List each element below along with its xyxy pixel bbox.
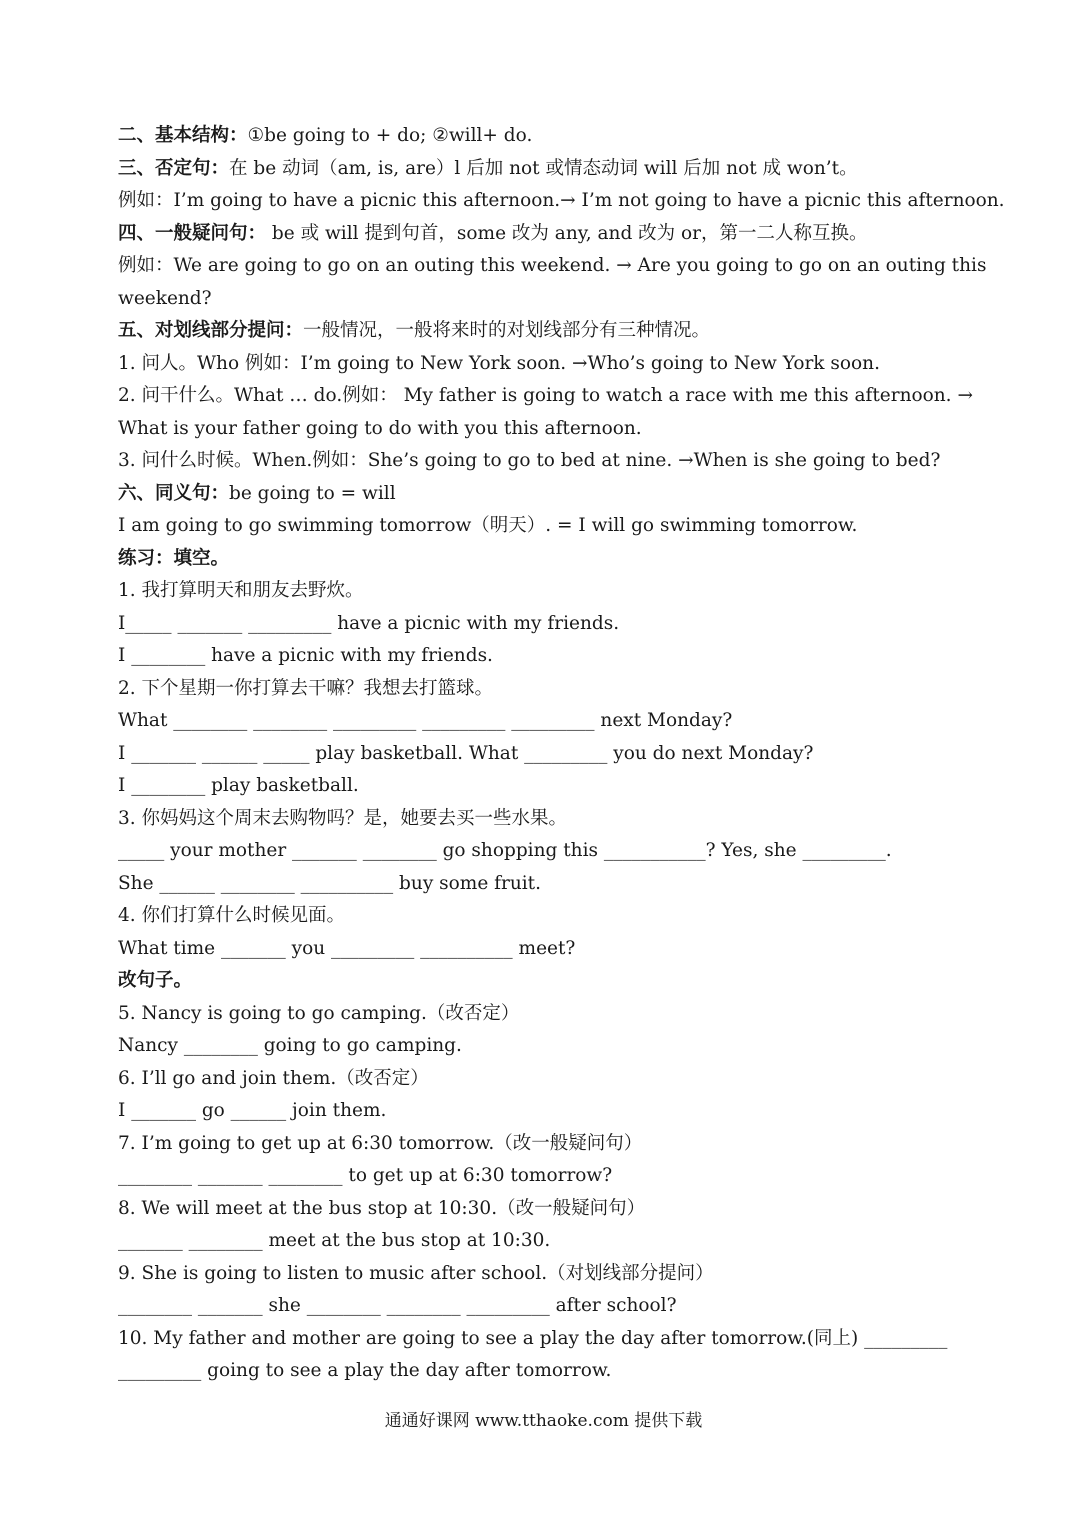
line-text: 2. 下个星期一你打算去干嘛？我想去打篮球。 [118,677,494,699]
line-text: 3. 问什么时候。When.例如：She’s going to go to bed at nine. →When is she going to bed? [118,450,941,471]
line-text: I ________ play basketball. [118,775,359,796]
line-text: She ______ ________ __________ buy some fruit. [118,872,541,894]
text-line [118,1290,978,1323]
line-text: weekend? [118,287,212,309]
section-heading: 六、同义句： [118,482,230,504]
text-line [118,998,978,1031]
line-text: 5. Nancy is going to go camping.（改否定） [118,1002,520,1024]
text-line [118,640,978,673]
line-text: 例如：We are going to go on an outing this weekend. → Are you going to go on an outing this [118,255,987,276]
line-text: _____ your mother _______ ________ go shopping this ___________? Yes, she _________. [118,840,892,861]
line-text: What time _______ you _________ __________ meet? [118,937,576,959]
text-line [118,868,978,901]
text-line [118,1030,978,1063]
line-text: I ________ have a picnic with my friends. [118,645,493,666]
line-text: What is your father going to do with you this afternoon. [118,417,642,439]
text-line [118,445,978,478]
text-line [118,1225,978,1258]
line-text: ________ _______ ________ to get up at 6:30 tomorrow? [118,1165,613,1186]
text-line [118,1323,978,1356]
line-text: I _______ go ______ join them. [118,1100,387,1121]
line-text: I_____ _______ _________ have a picnic with my friends. [118,612,620,634]
section-heading: 二、基本结构： [118,125,248,146]
line-text: 在 be 动词（am, is, are）l 后加 not 或情态动词 will 后加 not 成 won’t。 [229,157,858,179]
line-text: _________ going to see a play the day after tomorrow. [118,1360,612,1381]
text-line [118,900,978,933]
text-line [118,1258,978,1291]
line-text: 一般情况，一般将来时的对划线部分有三种情况。 [303,320,711,341]
line-text: 2. 问干什么。What … do.例如： My father is going to watch a race with me this afternoon. → [118,385,973,406]
line-text: ①be going to + do; ②will+ do. [247,125,533,146]
text-line [118,705,978,738]
section-heading: 四、一般疑问句： [118,222,267,244]
text-line [118,803,978,836]
text-line [118,933,978,966]
text-line [118,120,978,153]
text-line [118,218,978,251]
text-line [118,478,978,511]
line-text: I am going to go swimming tomorrow（明天）. = I will go swimming tomorrow. [118,515,858,536]
line-text: 9. She is going to listen to music after school.（对划线部分提问） [118,1262,714,1284]
text-line [118,608,978,641]
page-footer: 通通好课网 www.tthaoke.com 提供下载 [384,1411,703,1431]
line-text: I _______ ______ _____ play basketball. What _________ you do next Monday? [118,742,814,764]
document-body [118,120,1005,1388]
section-heading: 五、对划线部分提问： [118,320,304,341]
text-line [118,673,978,706]
text-line [118,738,978,771]
section-heading: 三、否定句： [118,157,230,179]
text-line [118,1160,978,1193]
line-text: 10. My father and mother are going to see a play the day after tomorrow.(同上) _________ [118,1327,948,1349]
text-line [118,510,978,543]
text-line [118,835,978,868]
text-line [118,965,978,998]
line-text: 例如：I’m going to have a picnic this afternoon.→ I’m not going to have a picnic this afternoon. [118,190,1005,211]
line-text: 1. 问人。Who 例如：I’m going to New York soon. →Who’s going to New York soon. [118,352,880,374]
line-text: 6. I’ll go and join them.（改否定） [118,1067,429,1089]
line-text: 4. 你们打算什么时候见面。 [118,905,346,926]
text-line [118,348,978,381]
text-line [118,1063,978,1096]
text-line [118,283,978,316]
line-text: be going to = will [229,482,396,504]
line-text: be 或 will 提到句首，some 改为 any, and 改为 or，第一二人称互换。 [266,222,868,244]
text-line [118,575,978,608]
text-line [118,1193,978,1226]
text-line [118,380,978,413]
line-text: 3. 你妈妈这个周末去购物吗？是，她要去买一些水果。 [118,807,568,829]
line-text: 8. We will meet at the bus stop at 10:30.（改一般疑问句） [118,1197,646,1219]
text-line [118,1355,978,1388]
line-text: _______ ________ meet at the bus stop at 10:30. [118,1230,551,1251]
line-text: ________ _______ she ________ ________ _________ after school? [118,1295,677,1316]
section-heading: 练习：填空。 [118,547,230,569]
line-text: 1. 我打算明天和朋友去野炊。 [118,580,364,601]
text-line [118,770,978,803]
text-line [118,543,978,576]
text-line [118,413,978,446]
line-text: Nancy ________ going to go camping. [118,1035,462,1056]
line-text: What ________ ________ _________ _________ _________ next Monday? [118,710,733,731]
text-line [118,153,978,186]
line-text: 7. I’m going to get up at 6:30 tomorrow.（改一般疑问句） [118,1132,643,1154]
text-line [118,1095,978,1128]
text-line [118,250,987,283]
text-line [118,185,1005,218]
section-heading: 改句子。 [118,970,193,991]
text-line [118,315,978,348]
text-line [118,1128,978,1161]
